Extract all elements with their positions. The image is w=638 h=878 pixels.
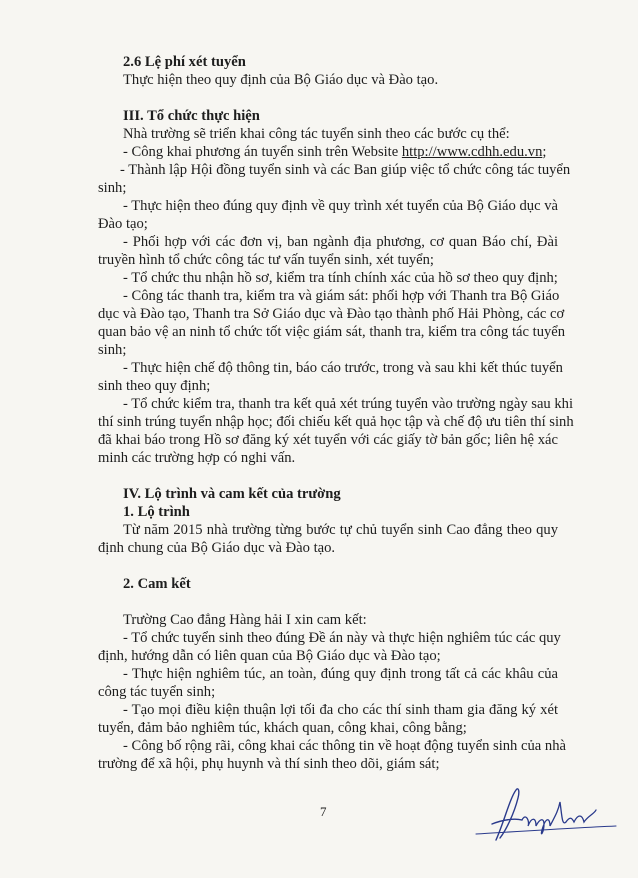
list-item-line: đã khai báo trong Hồ sơ đăng ký xét tuyển với các giấy tờ bản gốc; liên hệ xác — [98, 432, 558, 448]
list-item-line: định, hướng dẫn có liên quan của Bộ Giáo dục và Đào tạo; — [98, 648, 441, 664]
page-number: 7 — [320, 804, 327, 819]
list-item-line: Đào tạo; — [98, 216, 148, 232]
list-item-line: - Công tác thanh tra, kiểm tra và giám sát: phối hợp với Thanh tra Bộ Giáo — [123, 288, 560, 304]
list-item-line: - Thực hiện nghiêm túc, an toàn, đúng quy định trong tất cả các khâu của — [123, 666, 558, 682]
list-item-line: - Tổ chức tuyển sinh theo đúng Đề án này và thực hiện nghiêm túc các quy — [123, 630, 561, 646]
section-4-heading: IV. Lộ trình và cam kết của trường — [123, 486, 341, 502]
section-2-6-body: Thực hiện theo quy định của Bộ Giáo dục và Đào tạo. — [123, 72, 439, 88]
section-3-heading: III. Tổ chức thực hiện — [123, 108, 260, 124]
commitment-intro: Trường Cao đẳng Hàng hải I xin cam kết: — [123, 612, 367, 628]
list-item-line: - Tổ chức kiểm tra, thanh tra kết quả xét trúng tuyển vào trường ngày sau khi — [123, 396, 574, 412]
list-item-line: sinh; — [98, 180, 127, 196]
list-item-line: truyền hình tổ chức công tác tư vấn tuyển sinh, xét tuyển; — [98, 252, 434, 268]
list-item-text: ; — [542, 144, 547, 160]
list-item-line: sinh theo quy định; — [98, 378, 211, 394]
list-item-line: công tác tuyển sinh; — [98, 684, 216, 700]
paragraph-line: định chung của Bộ Giáo dục và Đào tạo. — [98, 540, 336, 556]
list-item-line: - Thành lập Hội đồng tuyển sinh và các Ban giúp việc tổ chức công tác tuyển — [120, 162, 571, 178]
list-item-website — [123, 143, 546, 161]
list-item-line: sinh; — [98, 342, 127, 358]
section-2-6-heading: 2.6 Lệ phí xét tuyển — [123, 54, 246, 70]
signature-icon — [470, 782, 620, 852]
list-item-line: thí sinh trúng tuyển nhập học; đối chiếu kết quả học tập và chế độ ưu tiên thí sinh — [98, 414, 574, 430]
list-item-line: minh các trường hợp có nghi vấn. — [98, 450, 296, 466]
list-item-line: - Thực hiện chế độ thông tin, báo cáo trước, trong và sau khi kết thúc tuyển — [123, 360, 563, 376]
paragraph-line: Từ năm 2015 nhà trường từng bước tự chủ tuyển sinh Cao đẳng theo quy — [123, 522, 558, 538]
list-item-line: tuyển, đảm bảo nghiêm túc, khách quan, công khai, công bằng; — [98, 720, 467, 736]
subsection-1-heading: 1. Lộ trình — [123, 504, 190, 520]
section-3-intro: Nhà trường sẽ triển khai công tác tuyển sinh theo các bước cụ thể: — [123, 126, 510, 142]
list-item-line: trường để xã hội, phụ huynh và thí sinh theo dõi, giám sát; — [98, 756, 440, 772]
list-item-line: - Tạo mọi điều kiện thuận lợi tối đa cho các thí sinh tham gia đăng ký xét — [123, 702, 558, 718]
signature — [470, 782, 620, 857]
list-item-line: - Tổ chức thu nhận hồ sơ, kiểm tra tính chính xác của hồ sơ theo quy định; — [123, 270, 558, 286]
website-link[interactable]: http://www.cdhh.edu.vn — [401, 144, 543, 160]
list-item-line: quan bảo vệ an ninh tổ chức tốt việc giám sát, thanh tra, kiểm tra công tác tuyển — [98, 324, 566, 340]
list-item-line: - Thực hiện theo đúng quy định về quy trình xét tuyển của Bộ Giáo dục và — [123, 198, 558, 214]
list-item-text: - Công khai phương án tuyển sinh trên Website — [123, 144, 402, 160]
list-item-line: - Phối hợp với các đơn vị, ban ngành địa phương, cơ quan Báo chí, Đài — [123, 234, 558, 250]
list-item-line: dục và Đào tạo, Thanh tra Sở Giáo dục và Đào tạo thành phố Hải Phòng, các cơ — [98, 306, 565, 322]
subsection-2-heading: 2. Cam kết — [123, 576, 191, 592]
list-item-line: - Công bố rộng rãi, công khai các thông tin về hoạt động tuyển sinh của nhà — [123, 738, 566, 754]
